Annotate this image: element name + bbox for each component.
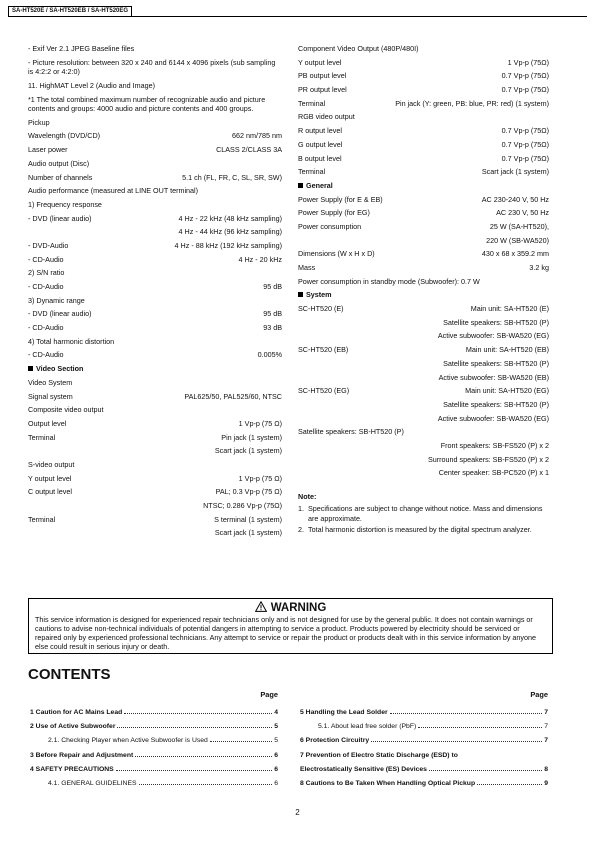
toc-entry-page: 7 (544, 737, 548, 745)
spec-row (28, 81, 282, 95)
spec-value: 0.7 Vp-p (75Ω) (501, 153, 549, 163)
spec-value (138, 44, 282, 58)
toc-entry-page: 6 (274, 751, 278, 759)
spec-row (28, 200, 282, 214)
spec-value (423, 44, 549, 58)
spec-value: 430 x 68 x 359.2 mm (481, 249, 549, 259)
spec-value (76, 378, 282, 392)
spec-value (118, 337, 282, 351)
spec-row (298, 318, 549, 332)
spec-row (298, 71, 549, 85)
spec-row (298, 236, 549, 250)
spec-label: 11. HighMAT Level 2 (Audio and Image) (28, 80, 156, 90)
spec-row (28, 255, 282, 269)
toc-leader-dots (117, 727, 272, 728)
spec-value: 3.2 kg (529, 263, 549, 272)
toc-entry[interactable] (30, 779, 278, 793)
toc-entry-page: 7 (544, 709, 548, 716)
toc-leader-dots (139, 784, 273, 785)
header-rule (8, 16, 587, 17)
spec-row (298, 331, 549, 345)
spec-value: Scart jack (1 system) (214, 528, 282, 538)
spec-label: SC-HT520 (E) (298, 304, 344, 314)
spec-value: Active subwoofer: SB-WA520 (EB) (438, 372, 549, 382)
spec-row (298, 249, 549, 263)
toc-entry-label: 2 Use of Active Subwoofer (30, 723, 116, 731)
toc-leader-dots (116, 770, 273, 771)
spec-value: 4 Hz - 88 kHz (192 kHz sampling) (174, 240, 282, 250)
warning-triangle-icon (255, 601, 267, 612)
spec-value: PAL625/50, PAL525/60, NTSC (184, 391, 282, 401)
spec-row (298, 195, 549, 209)
spec-row (298, 373, 549, 387)
section-bullet-icon (28, 366, 33, 371)
toc-entry-label: 8 Cautions to Be Taken When Handling Optical Pickup (300, 779, 476, 787)
spec-row (28, 131, 282, 145)
spec-value (68, 268, 282, 282)
spec-label: 3) Dynamic range (28, 295, 85, 305)
spec-row (298, 400, 549, 414)
spec-label: Wavelength (DVD/CD) (28, 131, 101, 141)
spec-row (298, 222, 549, 236)
toc-entry-label: 4.1. GENERAL GUIDELINES (48, 779, 137, 787)
spec-label: 1) Frequency response (28, 199, 102, 209)
spec-row (298, 112, 549, 126)
toc-entry-page: 5 (274, 723, 278, 731)
spec-value: 4 Hz - 44 kHz (96 kHz sampling) (178, 227, 282, 237)
warning-title (35, 601, 546, 615)
spec-value: 95 dB (263, 282, 282, 291)
toc-entry[interactable] (30, 736, 278, 750)
general-section-heading-text: General (306, 180, 333, 190)
spec-label: Terminal (298, 167, 326, 177)
spec-row (28, 296, 282, 310)
spec-value: Scart jack (1 system) (481, 167, 549, 177)
general-section-heading (298, 181, 549, 195)
spec-row (298, 468, 549, 482)
spec-label: Dimensions (W x H x D) (298, 249, 375, 259)
spec-value: PAL; 0.3 Vp-p (75 Ω) (215, 487, 282, 497)
spec-value: Pin jack (1 system) (221, 432, 282, 442)
spec-label: Power Supply (for E & EB) (298, 194, 383, 204)
spec-value: 1 Vp-p (75Ω) (507, 57, 549, 67)
toc-entry-page: 6 (274, 779, 278, 787)
spec-label: - CD-Audio (28, 254, 64, 264)
toc-entry[interactable] (300, 779, 548, 793)
toc-leader-dots (210, 741, 272, 742)
spec-row (28, 118, 282, 132)
spec-row (28, 44, 282, 58)
toc-entry-page: 7 (544, 723, 548, 731)
spec-row (298, 167, 549, 181)
note-text: Total harmonic distortion is measured by the digital spectrum analyzer. (308, 525, 532, 535)
note-number: 1. (298, 504, 304, 513)
spec-row (298, 140, 549, 154)
spec-label: Pickup (28, 117, 50, 127)
toc-entry-label: 1 Caution for AC Mains Lead (30, 709, 123, 716)
spec-row (28, 392, 282, 406)
toc-entry-label: 4 SAFETY PRECAUTIONS (30, 765, 114, 773)
spec-value: NTSC; 0.286 Vp-p (75Ω) (203, 501, 282, 510)
video-section-heading-text: Video Section (36, 364, 84, 374)
spec-row (28, 474, 282, 488)
spec-label: RGB video output (298, 112, 355, 122)
spec-row (28, 460, 282, 474)
toc-leader-dots (477, 784, 542, 785)
spec-value: Surround speakers: SB-FS520 (P) x 2 (427, 454, 549, 464)
spec-row (28, 159, 282, 173)
spec-label: 2) S/N ratio (28, 268, 65, 278)
spec-value: Front speakers: SB-FS520 (P) x 2 (440, 440, 549, 450)
toc-right (300, 690, 548, 793)
spec-value: 0.7 Vp-p (75Ω) (501, 71, 549, 81)
toc-entry-label: 5 Handling the Lead Solder (300, 709, 388, 716)
spec-row (28, 241, 282, 255)
spec-row (28, 309, 282, 323)
spec-label: Terminal (28, 514, 56, 524)
left-spec-column (28, 44, 282, 542)
spec-row (28, 487, 282, 501)
warning-box (28, 598, 553, 654)
toc-entry[interactable] (30, 751, 278, 765)
toc-leader-dots (390, 713, 543, 714)
spec-label: - CD-Audio (28, 282, 64, 291)
contents-title: CONTENTS (28, 666, 111, 683)
toc-entry[interactable] (30, 765, 278, 779)
spec-value: 662 nm/785 nm (232, 131, 282, 141)
spec-value: 0.7 Vp-p (75Ω) (501, 126, 549, 136)
spec-value (359, 112, 549, 126)
toc-entry-page: 9 (544, 779, 548, 787)
spec-row (28, 323, 282, 337)
spec-row (28, 282, 282, 296)
warning-title-text: WARNING (270, 602, 327, 614)
spec-row (28, 186, 282, 200)
spec-row (28, 528, 282, 542)
spec-row (298, 58, 549, 72)
spec-paragraph: *1 The total combined maximum number of recognizable audio and picture contents and groups: 4000 audio and picture contents and 400 groups. (28, 94, 266, 114)
spec-label: Video System (28, 377, 73, 387)
note-item (298, 525, 549, 535)
spec-label: - Exif Ver 2.1 JPEG Baseline files (28, 44, 135, 53)
note-number: 2. (298, 525, 304, 535)
toc-entry-label: 2.1. Checking Player when Active Subwoofer is Used (48, 737, 208, 745)
spec-row (298, 277, 549, 291)
toc-entry-page: 4 (274, 709, 278, 716)
spec-label: SC-HT520 (EB) (298, 345, 349, 355)
toc-entry-label: Electrostatically Sensitive (ES) Devices (300, 765, 427, 773)
spec-label: Mass (298, 263, 316, 272)
spec-value: CLASS 2/CLASS 3A (216, 145, 282, 155)
spec-value (159, 81, 282, 95)
spec-row (298, 441, 549, 455)
spec-value (202, 186, 282, 200)
toc-entry[interactable] (300, 751, 548, 765)
spec-label: Signal system (28, 391, 73, 401)
spec-value: 1 Vp-p (75 Ω) (238, 473, 282, 483)
spec-value: AC 230-240 V, 50 Hz (481, 194, 549, 204)
spec-row (298, 455, 549, 469)
toc-entry[interactable] (30, 722, 278, 736)
toc-leader-dots (371, 741, 542, 742)
note-title: Note: (298, 492, 317, 501)
spec-label: Audio output (Disc) (28, 158, 90, 168)
toc-leader-dots (418, 727, 542, 728)
spec-value: Center speaker: SB-PC520 (P) x 1 (438, 468, 549, 478)
spec-row (298, 208, 549, 222)
spec-label: SC-HT520 (EG) (298, 386, 350, 396)
spec-value (54, 118, 282, 132)
right-spec-column (298, 44, 549, 535)
spec-value (106, 200, 282, 214)
spec-row (28, 173, 282, 187)
spec-row (298, 386, 549, 400)
spec-label: PB output level (298, 71, 347, 81)
section-bullet-icon (298, 183, 303, 188)
spec-label: Power consumption in standby mode (Subwoofer): 0.7 W (298, 276, 480, 286)
spec-label: - CD-Audio (28, 323, 64, 333)
spec-row (298, 427, 549, 441)
note-text: Specifications are subject to change without notice. Mass and dimensions are approximate. (308, 504, 543, 523)
spec-label: - DVD (linear audio) (28, 213, 92, 223)
toc-entry[interactable] (30, 708, 278, 722)
spec-label: Power Supply (for EG) (298, 208, 370, 218)
toc-leader-dots (135, 756, 272, 757)
spec-label: - DVD (linear audio) (28, 309, 92, 319)
spec-row (298, 359, 549, 373)
spec-value: 93 dB (263, 323, 282, 333)
spec-value: Satellite speakers: SB-HT520 (P) (443, 399, 549, 409)
system-section-heading-text: System (306, 290, 332, 300)
spec-row (298, 345, 549, 359)
spec-value (89, 296, 282, 310)
spec-label: Number of channels (28, 172, 93, 182)
toc-leader-dots (429, 770, 542, 771)
spec-value: 95 dB (263, 309, 282, 319)
spec-value: Main unit: SA-HT520 (EB) (465, 345, 549, 355)
spec-row (298, 414, 549, 428)
spec-row (28, 433, 282, 447)
spec-value: Scart jack (1 system) (214, 446, 282, 456)
toc-entry[interactable] (300, 736, 548, 750)
toc-entry-page: 6 (274, 765, 278, 773)
spec-label: Output level (28, 418, 67, 428)
spec-value: 1 Vp-p (75 Ω) (238, 418, 282, 428)
spec-label: Terminal (28, 432, 56, 442)
spec-row (298, 85, 549, 99)
spec-row (28, 337, 282, 351)
spec-label: Terminal (298, 98, 326, 108)
spec-value: AC 230 V, 50 Hz (496, 208, 549, 218)
spec-value: Satellite speakers: SB-HT520 (P) (443, 317, 549, 327)
spec-row (298, 44, 549, 58)
spec-row (28, 405, 282, 419)
spec-row (298, 263, 549, 277)
toc-entry[interactable] (300, 765, 548, 779)
spec-value: Active subwoofer: SB-WA520 (EG) (437, 413, 549, 423)
spec-row (28, 227, 282, 241)
toc-entry[interactable] (300, 722, 548, 736)
spec-value: Pin jack (Y: green, PB: blue, PR: red) (1 system) (395, 98, 549, 108)
spec-row (298, 304, 549, 318)
spec-label: Laser power (28, 145, 68, 155)
toc-entry-label: 5.1. About lead free solder (PbF) (318, 723, 417, 731)
spec-row (28, 446, 282, 460)
spec-row (28, 145, 282, 159)
spec-value: 25 W (SA-HT520), (489, 221, 549, 231)
spec-row (28, 350, 282, 364)
spec-label: R output level (298, 126, 342, 136)
toc-entry-label: 3 Before Repair and Adjustment (30, 751, 134, 759)
toc-left (30, 690, 278, 793)
toc-page-header: Page (530, 690, 548, 699)
spec-value: 5.1 ch (FL, FR, C, SL, SR, SW) (182, 172, 282, 182)
spec-value: Main unit: SA-HT520 (EG) (465, 386, 549, 396)
spec-value: Main unit: SA-HT520 (E) (470, 304, 549, 314)
toc-entry-page: 8 (544, 765, 548, 773)
spec-label: S-video output (28, 459, 75, 469)
spec-label: Audio performance (measured at LINE OUT terminal) (28, 186, 199, 196)
spec-value (408, 427, 549, 441)
spec-value (93, 159, 282, 173)
spec-label: Y output level (28, 473, 72, 483)
spec-row (28, 419, 282, 433)
spec-value: 0.005% (257, 350, 282, 360)
spec-row (28, 501, 282, 515)
spec-row (28, 214, 282, 228)
spec-row (28, 268, 282, 282)
spec-label: 4) Total harmonic distortion (28, 336, 115, 346)
toc-page-header: Page (260, 690, 278, 699)
toc-leader-dots (124, 713, 272, 714)
spec-value: 4 Hz - 20 kHz (238, 254, 282, 264)
spec-row (28, 515, 282, 529)
spec-value: 220 W (SB-WA520) (486, 235, 549, 245)
spec-paragraph: - Picture resolution: between 320 x 240 and 6144 x 4096 pixels (sub sampling is 4:2:2 or 4:2:0) (28, 57, 276, 77)
warning-body: This service information is designed for experienced repair technicians only and is not designed for use by the general public. It does not contain warnings or cautions to advise non-technical individuals of potential dangers in attempting to service a product. Products powered by electricity should be serviced or repaired only by experienced professional technicians. Any attempt to service or repair the product or products dealt with in this service information by anyone else could result in serious injury or death. (35, 615, 536, 651)
spec-label: Power consumption (298, 221, 362, 231)
spec-row (298, 99, 549, 113)
section-bullet-icon (298, 292, 303, 297)
toc-entry-label: 6 Protection Circuitry (300, 737, 370, 745)
system-section-heading (298, 290, 549, 304)
spec-value: Active subwoofer: SB-WA520 (EG) (437, 331, 549, 341)
spec-label: - DVD-Audio (28, 240, 69, 250)
spec-value: S terminal (1 system) (214, 514, 282, 524)
spec-value: 0.7 Vp-p (75Ω) (501, 85, 549, 95)
spec-row (28, 378, 282, 392)
video-section-heading (28, 364, 282, 378)
spec-label: B output level (298, 153, 342, 163)
spec-label: PR output level (298, 85, 347, 95)
spec-label: Satellite speakers: SB-HT520 (P) (298, 427, 404, 437)
spec-label: C output level (28, 487, 72, 497)
spec-value (108, 405, 282, 419)
model-tag: SA-HT520E / SA-HT520EB / SA-HT520EG (8, 6, 132, 17)
note-item (298, 504, 549, 523)
toc-entry-page: 5 (274, 737, 278, 745)
spec-value (78, 460, 282, 474)
spec-label: - CD-Audio (28, 350, 64, 360)
spec-value: 0.7 Vp-p (75Ω) (501, 139, 549, 149)
toc-entry-label: 7 Prevention of Electro Static Discharge (ESD) to (300, 751, 458, 759)
toc-entry[interactable] (300, 708, 548, 722)
spec-label: G output level (298, 139, 343, 149)
spec-label: Composite video output (28, 405, 104, 415)
spec-row (298, 126, 549, 140)
spec-label: Y output level (298, 57, 342, 67)
spec-label: Component Video Output (480P/480I) (298, 44, 419, 53)
spec-value: 4 Hz - 22 kHz (48 kHz sampling) (178, 213, 282, 223)
spec-row (298, 154, 549, 168)
spec-value (484, 277, 549, 291)
page-number: 2 (295, 808, 300, 817)
spec-value: Satellite speakers: SB-HT520 (P) (443, 358, 549, 368)
